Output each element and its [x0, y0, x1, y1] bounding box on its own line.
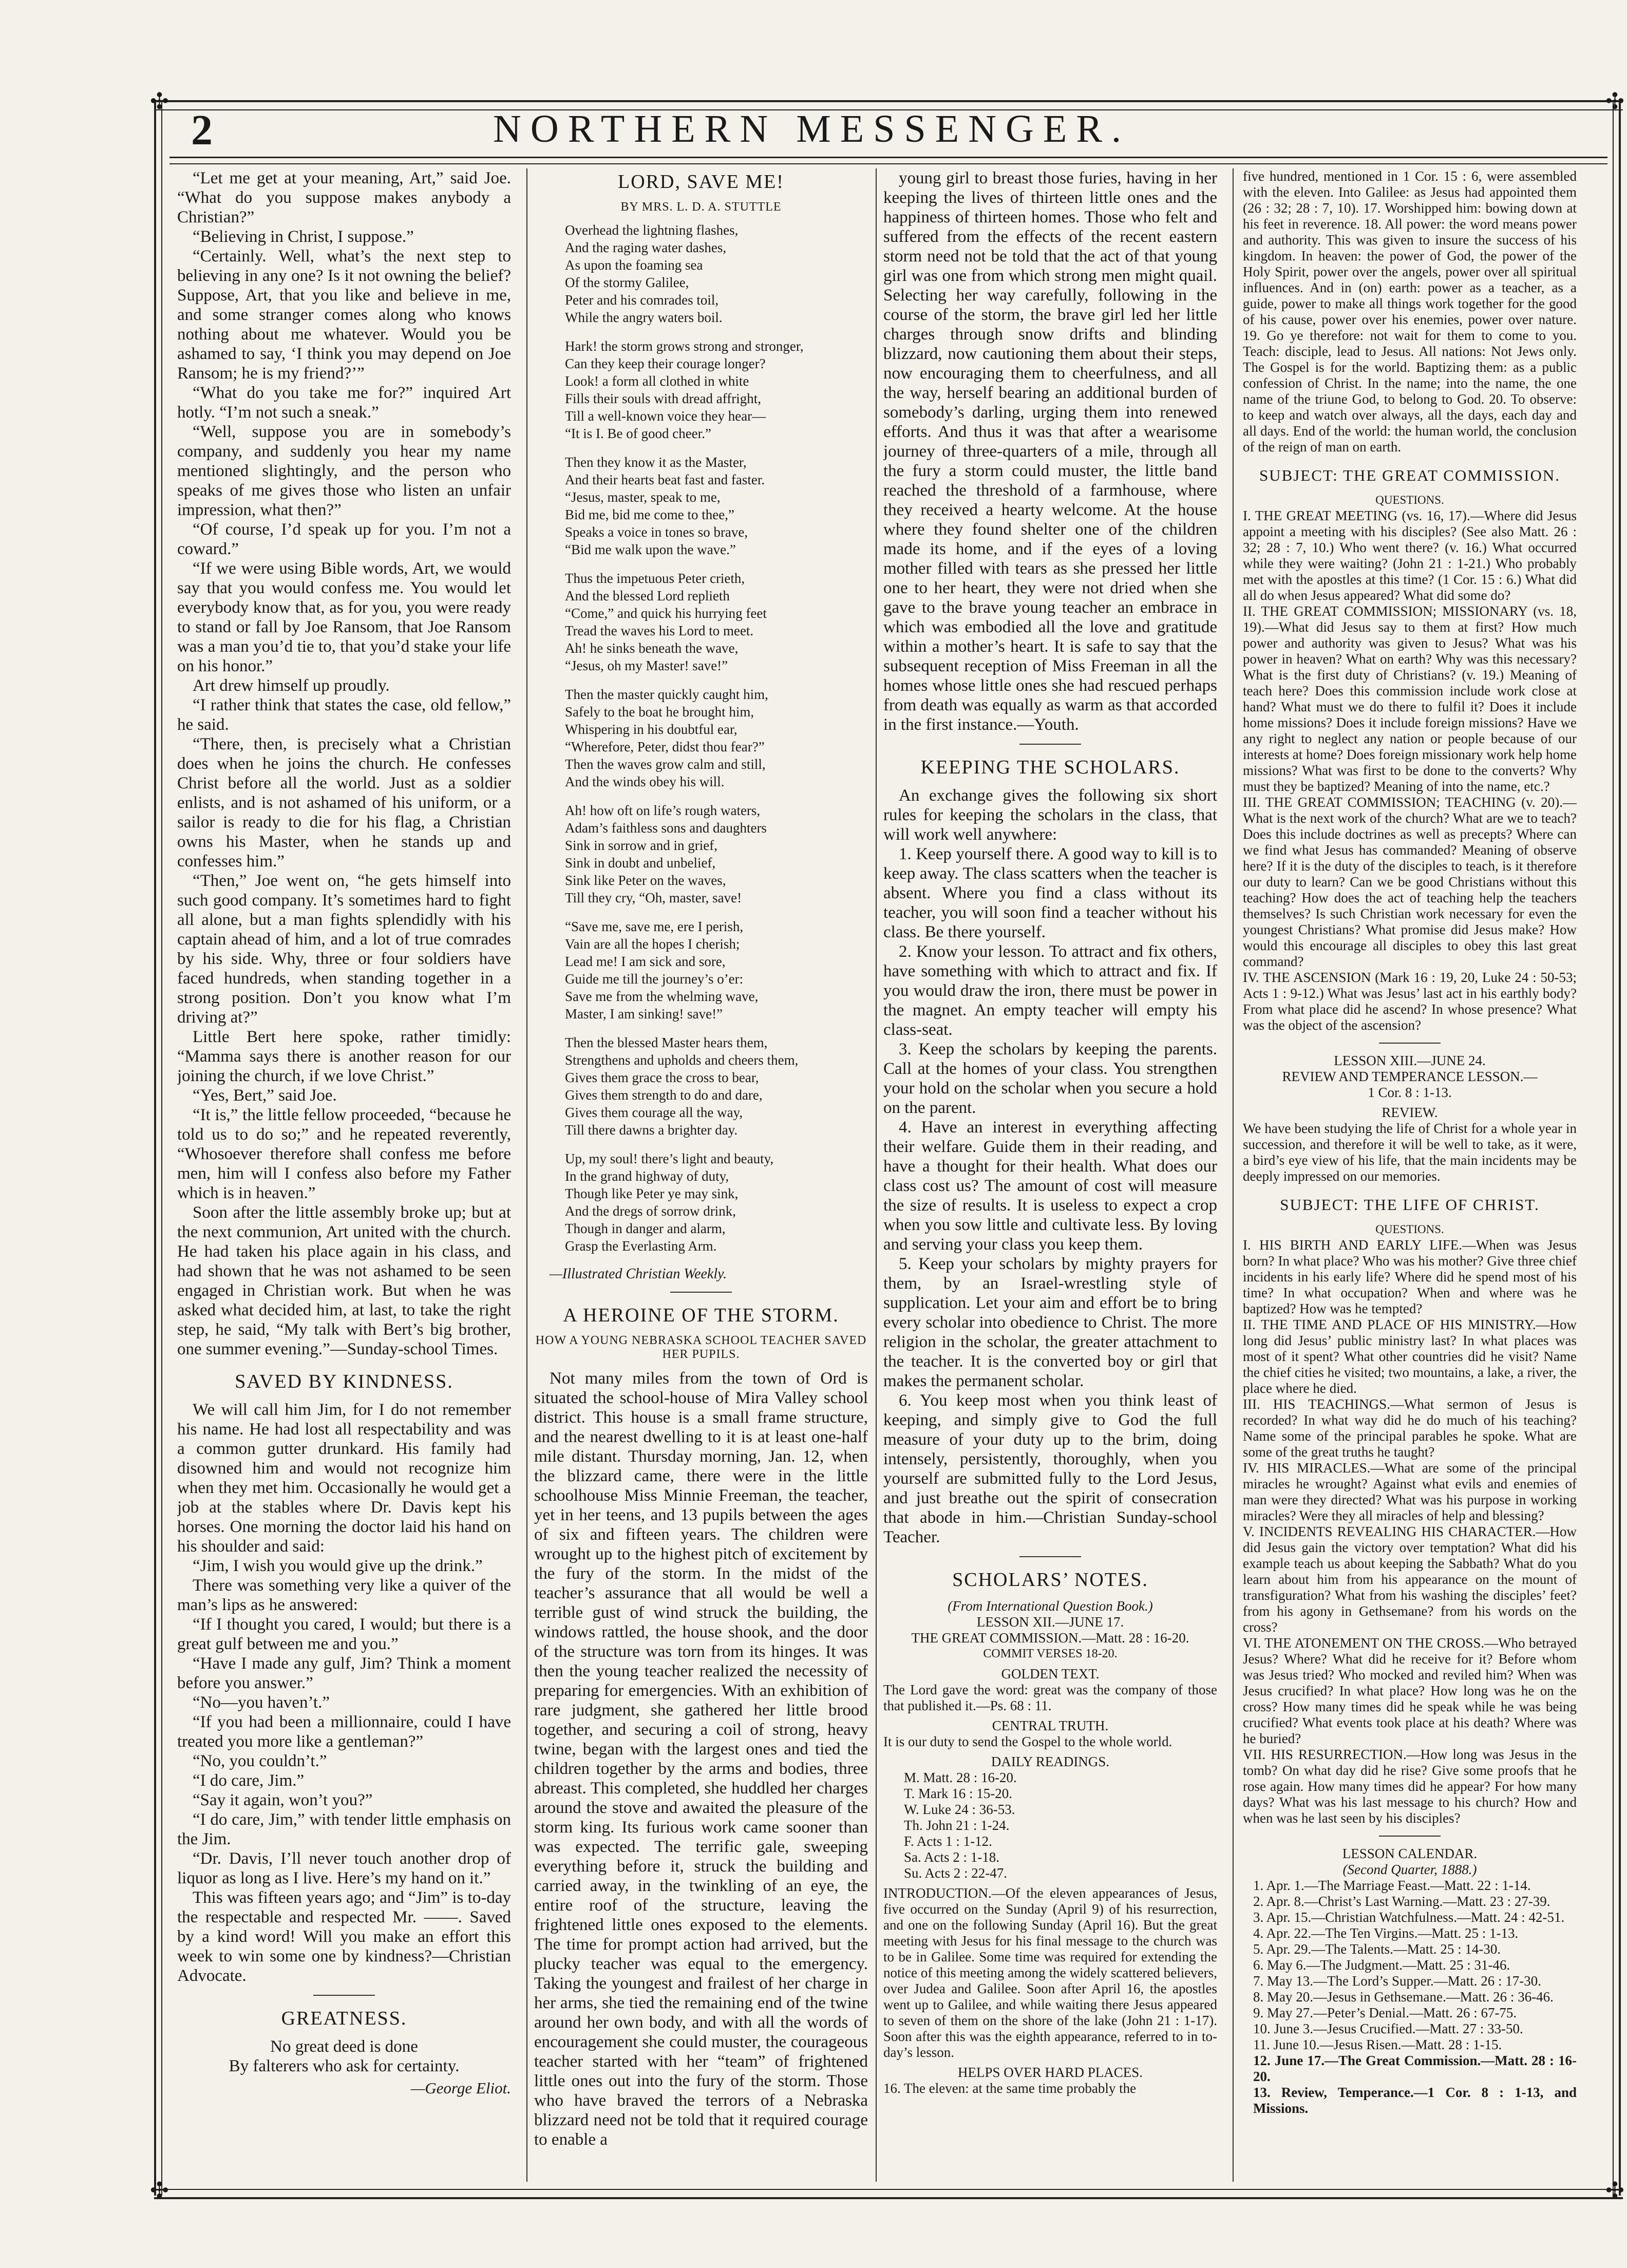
poem-line: Gives them grace the cross to bear, — [565, 1070, 759, 1085]
article-title: KEEPING THE SCHOLARS. — [920, 757, 1180, 778]
poem-line: Gives them strength to do and dare, — [565, 1087, 763, 1103]
calendar-item: 11. June 10.—Jesus Risen.—Matt. 28 : 1-15. — [1253, 2037, 1502, 2052]
calendar-item: 3. Apr. 15.—Christian Watchfulness.—Matt. 24 : 42-51. — [1253, 1910, 1565, 1925]
poem-line: Whispering in his doubtful ear, — [565, 722, 737, 737]
paragraph: There was something very like a quiver of the man’s lips as he answered: — [177, 1576, 511, 1614]
lesson-calendar-list — [1243, 1878, 1577, 2116]
poem-line: And the raging water dashes, — [565, 240, 727, 255]
poem-line: Speaks a voice in tones so brave, — [565, 524, 748, 540]
poem-line: In the grand highway of duty, — [565, 1168, 729, 1184]
column-rule — [876, 168, 877, 2182]
paragraph: “If we were using Bible words, Art, we would say that you would confess me. You would let everybody know that, as for you, you were ready to stand or fall by Joe Ransom, that Joe Ransom was a man you’d tie to, that you’d stake your life on his honor.” — [177, 559, 511, 675]
masthead-title: NORTHERN MESSENGER. — [493, 107, 1131, 150]
poem-title: LORD, SAVE ME! — [618, 171, 784, 193]
helps-text-continued: five hundred, mentioned in 1 Cor. 15 : 6, were assembled with the eleven. Into Galilee: as Jesus had appointed them (26 : 32; 28 : 7, 10). 17. Worshipped him: bowing down at his feet in reverence. 18. All power: the word means power and authority. This was given to insure the success of his kingdom. In heaven: the power of God, the power of the Holy Spirit, power over the angels, power over all spiritual influences. And in (on) earth: power as a teacher, as a guide, power to make all things work together for the good of his cause, power over his enemies, power over nature. 19. Go ye therefore: not wait for them to come to you. Teach: disciple, lead to Jesus. All nations: Not Jews only. The Gospel is for the world. Baptizing them: as a public confession of Christ. In the name; into the name, the one name of the triune God, to belong to God. 20. To observe: to keep and watch over always, all the days, each day and all days. End of the world: the human world, the conclusion of the reign of man on earth. — [1243, 168, 1577, 455]
poem-line: And the blessed Lord replieth — [565, 588, 730, 603]
questions-heading: QUESTIONS. — [1375, 494, 1444, 506]
poem-stanza — [534, 337, 868, 442]
calendar-item: 13. Review, Temperance.—1 Cor. 8 : 1-13, and Missions. — [1253, 2085, 1577, 2116]
paragraph: “Then,” Joe went on, “he gets himself into such good company. It’s sometimes hard to fight all alone, but a man fights splendidly with his captain ahead of him, and a lot of true comrades by his side. Why, three or four soldiers have faced hundreds, when standing together in a strong position. Don’t you know what I’m driving at?” — [177, 872, 511, 1027]
poem-line: Then the waves grow calm and still, — [565, 757, 766, 772]
poem-line: Of the stormy Galilee, — [565, 275, 689, 290]
question-item: I. HIS BIRTH AND EARLY LIFE.—When was Jesus born? In what place? Who was his mother? Give three chief incidents in his early life? Where did he spend most of his time? In what occupation? When and where was he baptized? How was he tempted? — [1243, 1237, 1577, 1316]
daily-readings-heading: DAILY READINGS. — [991, 1754, 1110, 1769]
paragraph: “There, then, is precisely what a Christian does when he joins the church. He confesses Christ before all the world. Just as a soldier enlists, and is not ashamed of his uniform, or a sailor is ready to die for his flag, a Christian owns his Master, when he stands up and confesses him.” — [177, 735, 511, 871]
poem-stanza — [534, 1034, 868, 1139]
lesson-reference: 1 Cor. 8 : 1-13. — [1368, 1085, 1452, 1100]
paragraph: “Well, suppose you are in somebody’s company, and suddenly you hear my name mentioned slightingly, and the person who speaks of me gives those who listen an unfair impression, what then?” — [177, 423, 511, 519]
question-item: IV. THE ASCENSION (Mark 16 : 19, 20, Luke 24 : 50-53; Acts 1 : 9-12.) What was Jesus’ last act in his earthly body? From what place did he ascend? In whose presence? What was the object of the ascension? — [1243, 970, 1577, 1033]
subject-heading: SUBJECT: THE GREAT COMMISSION. — [1259, 466, 1561, 484]
poem-line: Ah! he sinks beneath the wave, — [565, 640, 739, 656]
corner-ornament-icon: ✣ — [150, 2178, 169, 2203]
paragraph: “Yes, Bert,” said Joe. — [193, 1086, 337, 1105]
column-3 — [883, 168, 1217, 2182]
central-truth: It is our duty to send the Gospel to the whole world. — [883, 1734, 1172, 1749]
paragraph: “No, you couldn’t.” — [193, 1752, 327, 1770]
calendar-item: 8. May 20.—Jesus in Gethsemane.—Matt. 26 : 36-46. — [1253, 1989, 1554, 2005]
poem-line: “Save me, save me, ere I perish, — [565, 919, 744, 934]
paragraph: Not many miles from the town of Ord is situated the school-house of Mira Valley school district. This house is a small frame structure, and the nearest dwelling to it is at least one-half mile distant. Thursday morning, Jan. 12, when the blizzard came, there were in the little schoolhouse Miss Minnie Freeman, the teacher, yet in her teens, and 13 pupils between the ages of six and fifteen years. The children were wrought up to the highest pitch of excitement by the fury of the storm. In the midst of the teacher’s assurance that all would be well a terrible gust of wind struck the building, the windows rattled, the house shook, and the door of the structure was torn from its hinges. It was then the young teacher realized the necessity of preparing for emergencies. With an exhibition of rare judgment, she gathered her little brood together, and securing a coil of strong, heavy twine, began with the largest ones and tied the children together by the arms and bodies, three abreast. This completed, she huddled her charges around the stove and awaited the pleasure of the storm king. Its furious work came sooner than was expected. The terrific gale, sweeping everything before it, struck the building and carried away, in the twinkling of an eye, the entire roof of the structure, leaving the frightened little ones exposed to the elements. The time for prompt action had arrived, but the plucky teacher was equal to the emergency. Taking the youngest and frailest of her charge in her arms, she tied the remaining end of the twine around her own body, and with all the words of encouragement she could muster, the courageous teacher started with her “team” of frightened little ones out into the fury of the storm. Those who have braved the terrors of a Nebraska blizzard need not be told that it required courage to enable a — [534, 1369, 868, 2149]
paragraph: “I do care, Jim,” with tender little emphasis on the Jim. — [177, 1810, 511, 1848]
paragraph: “Say it again, won’t you?” — [193, 1791, 373, 1809]
poem-line: “It is I. Be of good cheer.” — [565, 426, 711, 441]
poem-line: Though like Peter ye may sink, — [565, 1186, 739, 1201]
poem-line: While the angry waters boil. — [565, 310, 723, 325]
daily-reading-item: Su. Acts 2 : 22-47. — [904, 1865, 1008, 1881]
paragraph: “It is,” the little fellow proceeded, “because he told us to do so;” and he repeated reverently, “Whosoever therefore shall confess me before men, him will I confess also before my Father which is in heaven.” — [177, 1106, 511, 1202]
calendar-item: 12. June 17.—The Great Commission.—Matt. 28 : 16-20. — [1253, 2053, 1577, 2084]
poem-line: Thus the impetuous Peter crieth, — [565, 571, 745, 586]
paragraph: “What do you take me for?” inquired Art hotly. “I’m not such a sneak.” — [177, 384, 511, 422]
poem-line: Vain are all the hopes I cherish; — [565, 936, 740, 952]
paragraph: “Jim, I wish you would give up the drink.” — [193, 1557, 483, 1575]
divider — [1379, 1043, 1441, 1044]
paragraph: “Let me get at your meaning, Art,” said Joe. “What do you suppose makes anybody a Christian?” — [177, 169, 511, 226]
story-heroine-storm-continued — [883, 168, 1217, 734]
divider — [1019, 744, 1081, 745]
notes-source: (From International Question Book.) — [948, 1598, 1153, 1614]
question-item: III. HIS TEACHINGS.—What sermon of Jesus is recorded? In what way did he do much of his teaching? Name some of the principal parables he spoke. What are some of the great truths he taught? — [1243, 1396, 1577, 1460]
story-saved-by-kindness — [177, 1400, 511, 1986]
paragraph: 1. Keep yourself there. A good way to kill is to keep away. The class scatters when the teacher is absent. Where you find a class without its teacher, you will soon find a teacher without his class. Be there yourself. — [883, 845, 1217, 941]
paragraph: We will call him Jim, for I do not remember his name. He had lost all respectability and was a common gutter drunkard. His family had disowned him and would not recognize him when they met him. Occasionally he would get a job at the stables where Dr. Davis kept his horses. One morning the doctor laid his hand on his shoulder and said: — [177, 1401, 511, 1556]
poem-line: Till they cry, “Oh, master, save! — [565, 890, 742, 905]
corner-ornament-icon: ✣ — [150, 89, 169, 114]
poem-line: Though in danger and alarm, — [565, 1221, 726, 1236]
daily-reading-item: M. Matt. 28 : 16-20. — [904, 1770, 1017, 1785]
column-1 — [177, 168, 511, 2182]
section-title: SCHOLARS’ NOTES. — [952, 1569, 1148, 1591]
calendar-item: 6. May 6.—The Judgment.—Matt. 25 : 31-46. — [1253, 1957, 1510, 1973]
poem-stanza — [534, 453, 868, 558]
paragraph: “If you had been a millionnaire, could I have treated you more like a gentleman?” — [177, 1713, 511, 1751]
daily-reading-item: T. Mark 16 : 15-20. — [904, 1786, 1012, 1801]
poem-line: Till there dawns a brighter day. — [565, 1122, 738, 1138]
poem-line: And their hearts beat fast and faster. — [565, 472, 765, 487]
column-rule — [1233, 168, 1234, 2182]
poem-line: “Jesus, master, speak to me, — [565, 489, 721, 505]
paragraph: “Believing in Christ, I suppose.” — [193, 228, 414, 246]
paragraph: 4. Have an interest in everything affecting their welfare. Guide them in their reading, and have a thought for their health. What does our class cost us? The amount of cost will measure the size of results. It is useless to expect a crop when you sow little and cultivate less. By loving and serving your class you keep them. — [883, 1118, 1217, 1254]
divider — [670, 1292, 732, 1293]
calendar-item: 9. May 27.—Peter’s Denial.—Matt. 26 : 67-75. — [1253, 2005, 1517, 2020]
article-title: SAVED BY KINDNESS. — [235, 1371, 453, 1392]
poem-line: Grasp the Everlasting Arm. — [565, 1238, 717, 1254]
questions-heading: QUESTIONS. — [1375, 1223, 1444, 1236]
poem-line: “Wherefore, Peter, didst thou fear?” — [565, 739, 765, 754]
helps-text: 16. The eleven: at the same time probably the — [883, 2081, 1137, 2096]
golden-text-heading: GOLDEN TEXT. — [1001, 1666, 1100, 1681]
poem-line: Ah! how oft on life’s rough waters, — [565, 803, 761, 818]
paragraph: Art drew himself up proudly. — [193, 676, 390, 695]
question-item: IV. HIS MIRACLES.—What are some of the principal miracles he wrought? Against what evils and enemies of man were they directed? What was his purpose in working miracles? Were they all miracles of help and blessing? — [1243, 1460, 1577, 1523]
poem-stanza — [534, 802, 868, 906]
poem-line: Can they keep their courage longer? — [565, 356, 766, 371]
paragraph: 3. Keep the scholars by keeping the parents. Call at the homes of your class. You strengthen your hold on the scholar when you secure a hold on the parent. — [883, 1040, 1217, 1117]
calendar-item: 7. May 13.—The Lord’s Supper.—Matt. 26 : 17-30. — [1253, 1973, 1541, 1989]
poem-line: Gives them courage all the way, — [565, 1105, 743, 1120]
poem-line: Then the master quickly caught him, — [565, 687, 768, 702]
daily-reading-item: F. Acts 1 : 1-12. — [904, 1834, 992, 1849]
question-item: II. THE TIME AND PLACE OF HIS MINISTRY.—How long did Jesus’ public ministry last? In what places was most of it spent? What other countries did he visit? Name the chief cities he visited; two mountains, a lake, a river, the place where he died. — [1243, 1317, 1577, 1396]
review-heading: REVIEW. — [1382, 1105, 1438, 1120]
calendar-item: 10. June 3.—Jesus Crucified.—Matt. 27 : 33-50. — [1253, 2021, 1523, 2036]
calendar-heading: LESSON CALENDAR. — [1342, 1846, 1478, 1861]
questions-list — [1243, 1237, 1577, 1826]
question-item: II. THE GREAT COMMISSION; MISSIONARY (vs. 18, 19).—What did Jesus say to them at first? How much power and authority was given to Jesus? What was his power in heaven? What on earth? Why was this necessary? What is the first duty of Christians? (v. 19.) Meaning of teach here? Does this commission include work close at hand? What must we do there to fulfil it? Does it include home missions? Does it include foreign missions? Have we any right to neglect any nation or people because of our interests at home? Does foreign missionary work help home missions? What was first to be done to the converts? Why must they be baptized? Meaning of into the name, etc.? — [1243, 603, 1577, 794]
poem-line: Till a well-known voice they hear— — [565, 408, 766, 424]
poem-line: “Come,” and quick his hurrying feet — [565, 606, 767, 621]
divider — [313, 1995, 375, 1996]
review-text: We have been studying the life of Christ for a whole year in succession, and therefore it will be well to take, as it were, a bird’s eye view of his life, that the main incidents may be deeply impressed on our memories. — [1243, 1121, 1577, 1184]
daily-reading-item: W. Luke 24 : 36-53. — [904, 1802, 1015, 1817]
poem-line: Guide me till the journey’s o’er: — [565, 971, 744, 987]
paragraph: “Dr. Davis, I’ll never touch another drop of liquor as long as I live. Here’s my hand on it.” — [177, 1849, 511, 1887]
corner-ornament-icon: ✣ — [1605, 89, 1624, 114]
calendar-item: 2. Apr. 8.—Christ’s Last Warning.—Matt. 23 : 27-39. — [1253, 1894, 1550, 1909]
poem-line: Hark! the storm grows strong and stronger, — [565, 338, 804, 354]
question-item: VI. THE ATONEMENT ON THE CROSS.—Who betrayed Jesus? Where? What did he receive for it? Before whom was Jesus tried? Who mocked and reviled him? When was Jesus crucified? In what place? How long was he on the cross? How many times did he speak while he was being crucified? What events took place at his death? Where was he buried? — [1243, 1635, 1577, 1746]
lesson-heading: LESSON XII.—JUNE 17. — [976, 1614, 1124, 1630]
page-frame-left — [154, 100, 162, 2196]
questions-list — [1243, 508, 1577, 1033]
calendar-item: 4. Apr. 22.—The Ten Virgins.—Matt. 25 : 1-13. — [1253, 1925, 1519, 1941]
paragraph: “I do care, Jim.” — [193, 1771, 305, 1790]
paragraph: “If I thought you cared, I would; but there is a great gulf between me and you.” — [177, 1615, 511, 1653]
article-title: GREATNESS. — [281, 2008, 407, 2029]
poem-author: BY MRS. L. D. A. STUTTLE — [620, 200, 782, 214]
corner-ornament-icon: ✣ — [1605, 2178, 1624, 2203]
commit-verses: COMMIT VERSES 18-20. — [983, 1647, 1118, 1660]
poem-line: Safely to the boat he brought him, — [565, 704, 754, 720]
author-credit: —George Eliot. — [410, 2079, 511, 2097]
paragraph: “I rather think that states the case, old fellow,” he said. — [177, 696, 511, 734]
daily-reading-item: Th. John 21 : 1-24. — [904, 1818, 1010, 1833]
poem-line: “Bid me walk upon the wave.” — [565, 542, 736, 557]
paragraph: An exchange gives the following six short rules for keeping the scholars in the class, that will work well anywhere: — [883, 786, 1217, 844]
poem-lord-save-me — [534, 221, 868, 1255]
daily-reading-item: Sa. Acts 2 : 1-18. — [904, 1849, 999, 1865]
lesson-title: REVIEW AND TEMPERANCE LESSON.— — [1282, 1069, 1538, 1084]
golden-text: The Lord gave the word: great was the company of those that published it.—Ps. 68 : 11. — [883, 1682, 1217, 1713]
page-frame-right — [1613, 100, 1621, 2196]
introduction: INTRODUCTION.—Of the eleven appearances of Jesus, five occurred on the Sunday (April 9) of his resurrection, and one on the following Sunday (April 16). But the great meeting with Jesus for his final message to the church was to be in Galilee. Some time was required for extending the notice of this meeting among the widely scattered believers, over Judea and Galilee. Soon after April 16, the apostles went up to Galilee, and while waiting there Jesus appeared to seven of them on the shore of the lake (John 21 : 1-17). Soon after this was the eighth appearance, referred to in to-day’s lesson. — [883, 1885, 1217, 2060]
question-item: VII. HIS RESURRECTION.—How long was Jesus in the tomb? On what day did he rise? Give some proofs that he rose again. How many times did he appear? For how many days? What was his last message to his church? How and when was he last seen by his disciples? — [1243, 1747, 1577, 1826]
story-confess-christ — [177, 168, 511, 1359]
poem-source: —Illustrated Christian Weekly. — [550, 1266, 727, 1282]
article-title: A HEROINE OF THE STORM. — [563, 1305, 839, 1326]
poem-line: Save me from the whelming wave, — [565, 989, 759, 1004]
poem-line: Sink in doubt and unbelief, — [565, 855, 716, 871]
poem-stanza — [534, 686, 868, 790]
story-heroine-storm — [534, 1369, 868, 2149]
calendar-item: 5. Apr. 29.—The Talents.—Matt. 25 : 14-30. — [1253, 1941, 1501, 1957]
poem-line: Then they know it as the Master, — [565, 455, 747, 470]
paragraph: “Have I made any gulf, Jim? Think a moment before you answer.” — [177, 1654, 511, 1692]
poem-line: Strengthens and upholds and cheers them, — [565, 1052, 799, 1068]
column-4 — [1243, 168, 1577, 2182]
poem-line: And the winds obey his will. — [565, 774, 725, 789]
poem-line: Peter and his comrades toil, — [565, 292, 719, 308]
paragraph: 5. Keep your scholars by mighty prayers for them, by an Israel-wrestling style of supplication. Let your aim and effort be to bring every scholar into obedience to Christ. The more religion in the scholar, the greater attachment to the teacher. It is the converted boy or girl that makes the permanent scholar. — [883, 1255, 1217, 1390]
poem-stanza — [534, 570, 868, 674]
poem-line: Lead me! I am sick and sore, — [565, 954, 726, 969]
header-rule — [169, 157, 1607, 164]
calendar-subheading: (Second Quarter, 1888.) — [1342, 1862, 1477, 1877]
poem-line: Tread the waves his Lord to meet. — [565, 623, 754, 638]
poem-line: Sink in sorrow and in grief, — [565, 838, 717, 853]
poem-line: By falterers who ask for certainty. — [229, 2057, 460, 2075]
poem-line: Look! a form all clothed in white — [565, 373, 749, 389]
poem-line: Bid me, bid me come to thee,” — [565, 507, 734, 522]
paragraph: “Certainly. Well, what’s the next step to believing in any one? Is it not owning the belief? Suppose, Art, that you like and believe in me, and some stranger comes along who knows nothing about me whatever. Would you be ashamed to say, ‘I think you may depend on Joe Ransom; he is my friend?’” — [177, 247, 511, 383]
poem-stanza — [534, 918, 868, 1023]
poem-line: “Jesus, oh my Master! save!” — [565, 658, 728, 673]
paragraph: 6. You keep most when you think least of keeping, and simply give to God the full measure of your duty up to the brim, doing intensely, persistently, thoroughly, when you yourself are submitted fully to the Lord Jesus, and just breathe out the spirit of consecration that abode in him.—Christian Sunday-school Teacher. — [883, 1391, 1217, 1546]
helps-heading: HELPS OVER HARD PLACES. — [957, 2065, 1143, 2080]
page-frame-bottom — [154, 2189, 1623, 2199]
poem-line: Then the blessed Master hears them, — [565, 1035, 768, 1050]
divider — [1379, 1836, 1441, 1837]
lesson-heading: LESSON XIII.—JUNE 24. — [1334, 1053, 1486, 1068]
paragraph: Little Bert here spoke, rather timidly: “Mamma says there is another reason for our joining the church, if we love Christ.” — [177, 1028, 511, 1085]
paragraph: This was fifteen years ago; and “Jim” is to-day the respectable and respected Mr. ——. Saved by a kind word! Will you make an effort this week to win some one by kindness?—Christian Advocate. — [177, 1888, 511, 1985]
poem-line: And the dregs of sorrow drink, — [565, 1203, 736, 1219]
calendar-item: 1. Apr. 1.—The Marriage Feast.—Matt. 22 : 1-14. — [1253, 1878, 1531, 1893]
paragraph: young girl to breast those furies, having in her keeping the lives of thirteen little ones and the happiness of thirteen homes. Those who felt and suffered from the effects of the recent eastern storm need not be told that the act of that young girl was one from which strong men might quail. Selecting her way carefully, following in the course of the storm, the brave girl led her little charges through snow drifts and blinding blizzard, now cautioning them about their steps, now encouraging them to cheerfulness, and all the way, herself bearing an additional burden of somebody’s darling, urging them into renewed efforts. And thus it was that after a wearisome journey of three-quarters of a mile, through all the fury a storm could muster, the little band reached the threshold of a farmhouse, where they received a hearty welcome. At the house where they found shelter one of the children made its home, and if the eyes of a loving mother filled with tears as she pressed her little one to her heart, they were not dried when she gave to the brave young teacher an embrace in which was embodied all the love and gratitude within a mother’s heart. It is safe to say that the subsequent reception of Miss Freeman in all the homes whose little ones she had rescued perhaps from death was equally as warm as that accorded in the first instance.—Youth. — [883, 169, 1217, 734]
poem-line: As upon the foaming sea — [565, 257, 703, 273]
poem-line: No great deed is done — [270, 2037, 418, 2056]
article-keeping-scholars — [883, 786, 1217, 1547]
poem-line: Up, my soul! there’s light and beauty, — [565, 1151, 774, 1166]
question-item: III. THE GREAT COMMISSION; TEACHING (v. 20).—What is the next work of the church? What are we to teach? Does this include doctrines as well as precepts? Where can we find what Jesus has commanded? Meaning of observe here? If it is the duty of the disciples to teach, is it therefore our duty to learn? Can we be good Christians without this teaching? How does the act of teaching help the teachers themselves? Is such Christian work necessary for even the youngest Christians? What promise did Jesus make? How would this encourage all disciples to obey this last great command? — [1243, 795, 1577, 969]
paragraph: “No—you haven’t.” — [193, 1693, 330, 1712]
poem-stanza — [534, 221, 868, 326]
paragraph: 2. Know your lesson. To attract and fix others, have something with which to attract and fix. If you would draw the iron, there must be power in the magnet. An empty teacher will empty his class-seat. — [883, 942, 1217, 1039]
poem-line: Sink like Peter on the waves, — [565, 873, 726, 888]
poem-line: Master, I am sinking! save!” — [565, 1006, 723, 1022]
paragraph: Soon after the little assembly broke up; but at the next communion, Art united with the church. He had taken his place again in his class, and had shown that he was not ashamed to be seen engaged in Christian work. But when he was asked what decided him, at last, to take the right step, he said, “My talk with Bert’s big brother, one summer evening.”—Sunday-school Times. — [177, 1203, 511, 1358]
article-subtitle: HOW A YOUNG NEBRASKA SCHOOL TEACHER SAVED HER PUPILS. — [535, 1334, 867, 1361]
poem-stanza — [534, 1150, 868, 1255]
daily-readings-list — [883, 1770, 1217, 1881]
subject-heading: SUBJECT: THE LIFE OF CHRIST. — [1280, 1196, 1540, 1214]
lesson-subject: THE GREAT COMMISSION.—Matt. 28 : 16-20. — [911, 1630, 1189, 1646]
poem-line: Overhead the lightning flashes, — [565, 222, 739, 238]
question-item: V. INCIDENTS REVEALING HIS CHARACTER.—How did Jesus gain the victory over temptation? What did his example teach us about keeping the Sabbath? What do you learn about him from his appearance on the mount of transfiguration? What from his washing the disciples’ feet? from his agony in Gethsemane? from his words on the cross? — [1243, 1524, 1577, 1635]
poem-line: Adam’s faithless sons and daughters — [565, 820, 767, 836]
column-rule — [526, 168, 527, 2182]
question-item: I. THE GREAT MEETING (vs. 16, 17).—Where did Jesus appoint a meeting with his disciples? (See also Matt. 26 : 32; 28 : 7, 10.) Who went there? (v. 16.) What occurred while they were waiting? (John 21 : 1-21.) Who probably met with the apostles at this time? (1 Cor. 15 : 6.) What did all do when Jesus appeared? What did some do? — [1243, 508, 1577, 603]
poem-line: Fills their souls with dread affright, — [565, 391, 761, 406]
central-truth-heading: CENTRAL TRUTH. — [992, 1718, 1109, 1733]
paragraph: “Of course, I’d speak up for you. I’m not a coward.” — [177, 520, 511, 558]
divider — [1019, 1556, 1081, 1557]
column-2 — [534, 168, 868, 2182]
page-number: 2 — [191, 106, 213, 154]
